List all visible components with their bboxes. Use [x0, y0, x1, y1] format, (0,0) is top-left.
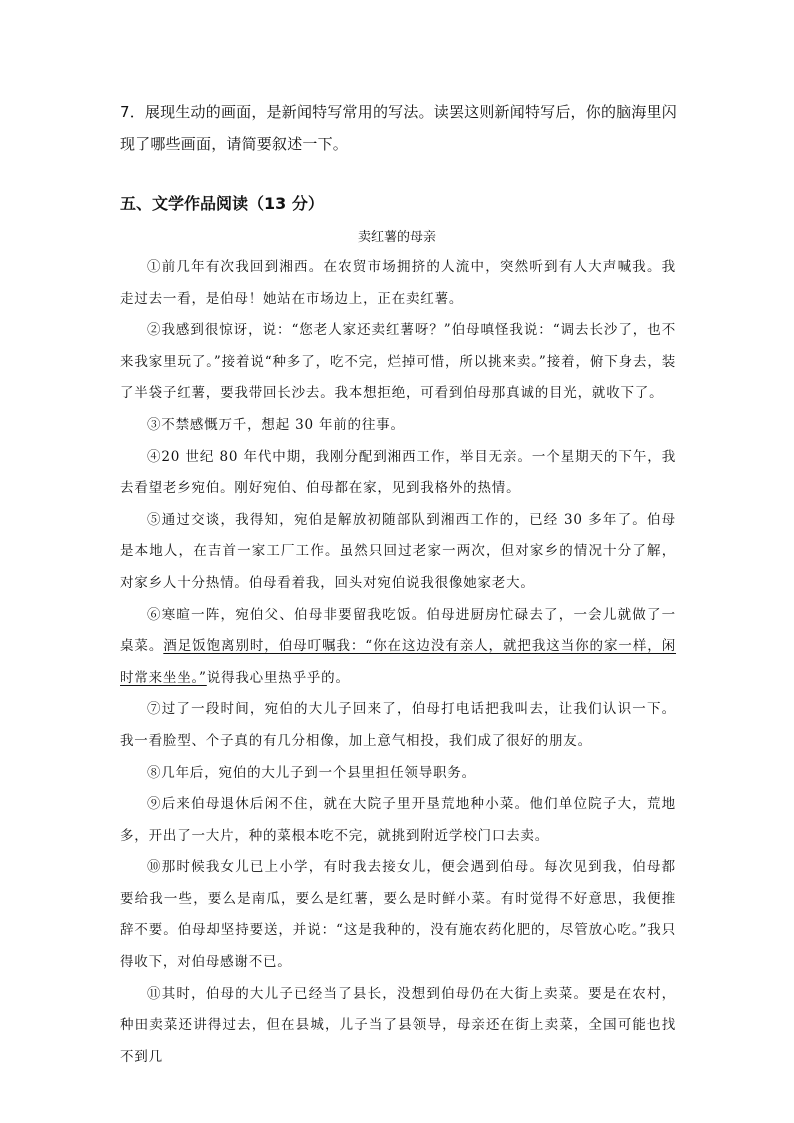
story-title: 卖红薯的母亲 — [357, 230, 436, 245]
paragraph-6 — [120, 600, 676, 695]
paragraph-6-tail: 说得我心里热乎乎的。 — [206, 669, 350, 686]
paragraph-7: ⑦过了一段时间，宛伯的大儿子回来了，伯母打电话把我叫去，让我们认识一下。我一看脸型、个子真的有几分相像，加上意气相投，我们成了很好的朋友。 — [120, 701, 676, 749]
section-heading: 五、文学作品阅读（13 分） — [120, 194, 324, 213]
paragraph-10: ⑩那时候我女儿已上小学，有时我去接女儿，便会遇到伯母。每次见到我，伯母都要给我一些，要么是南瓜，要么是红薯，要么是时鲜小菜。有时觉得不好意思，我便推辞不要。伯母却坚持要送，并说：“这是我种的，没有施农药化肥的，尽管放心吃。”我只得收下，对伯母感谢不已。 — [120, 859, 676, 971]
paragraph-1: ①前几年有次我回到湘西。在农贸市场拥挤的人流中，突然听到有人大声喊我。我走过去一看，是伯母！她站在市场边上，正在卖红薯。 — [120, 259, 676, 307]
paragraph-5: ⑤通过交谈，我得知，宛伯是解放初随部队到湘西工作的，已经 30 多年了。伯母是本地人，在吉首一家工厂工作。虽然只回过老家一两次，但对家乡的情况十分了解，对家乡人十分热情。伯母看着我，回头对宛伯说我很像她家老大。 — [120, 511, 676, 591]
paragraph-3: ③不禁感慨万千，想起 30 年前的往事。 — [147, 416, 405, 433]
paragraph-4: ④20 世纪 80 年代中期，我刚分配到湘西工作，举目无亲。一个星期天的下午，我去看望老乡宛伯。刚好宛伯、伯母都在家，见到我格外的热情。 — [120, 448, 676, 497]
paragraph-9: ⑨后来伯母退休后闲不住，就在大院子里开垦荒地种小菜。他们单位院子大，荒地多，开出了一大片，种的菜根本吃不完，就挑到附近学校门口去卖。 — [120, 796, 676, 844]
question-7: 7．展现生动的画面，是新闻特写常用的写法。读罢这则新闻特写后，你的脑海里闪现了哪些画面，请简要叙述一下。 — [120, 103, 677, 153]
paragraph-11: ⑪其时，伯母的大儿子已经当了县长，没想到伯母仍在大街上卖菜。要是在农村，种田卖菜还讲得过去，但在县城，儿子当了县领导，母亲还在街上卖菜，全国可能也找不到几 — [120, 985, 676, 1065]
paragraph-6-lead: ⑥寒暄一阵，宛伯父、伯母非要留我吃饭。伯母进厨房忙碌去了，一会儿就做了一桌菜。 — [120, 606, 676, 655]
story-body — [120, 252, 676, 1073]
paragraph-2: ②我感到很惊讶，说：“您老人家还卖红薯呀？”伯母嗔怪我说：“调去长沙了，也不来我家里玩了。”接着说“种多了，吃不完，烂掉可惜，所以挑来卖。”接着，俯下身去，装了半袋子红薯，要我带回长沙去。我本想拒绝，可看到伯母那真诚的目光，就收下了。 — [120, 322, 676, 402]
paragraph-8: ⑧几年后，宛伯的大儿子到一个县里担任领导职务。 — [147, 764, 476, 781]
underlined-sentence: 酒足饭饱离别时，伯母叮嘱我：“你在这边没有亲人，就把我这当你的家一样，闲时常来坐坐。” — [120, 638, 677, 686]
